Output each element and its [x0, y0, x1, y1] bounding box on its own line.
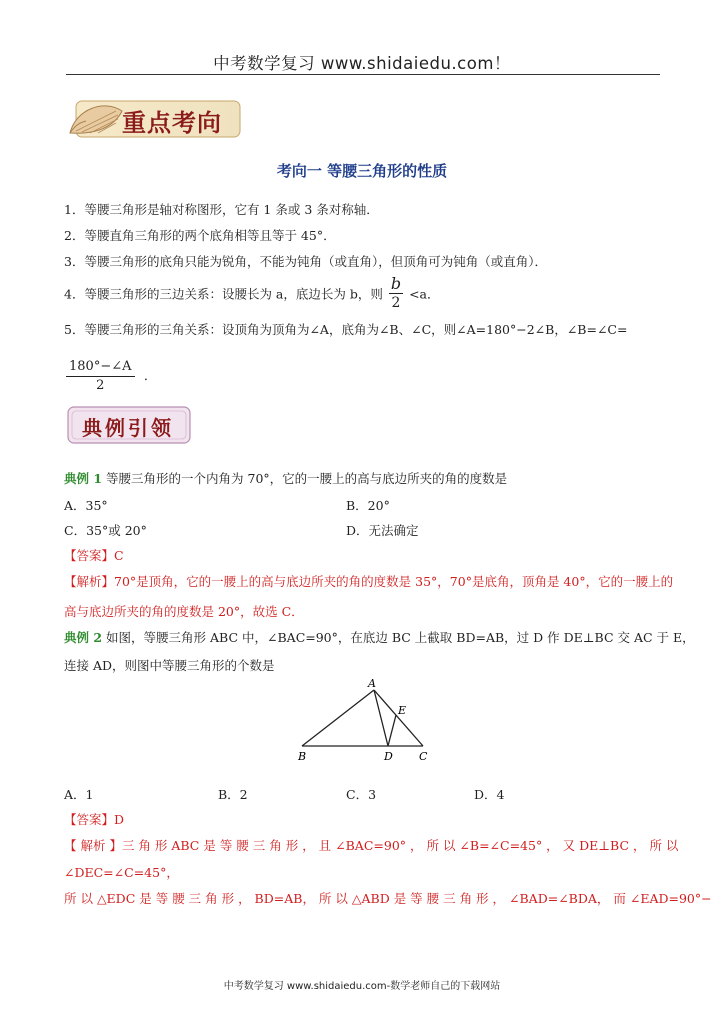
example-2-analysis-line-1: 【 解析 】三 角 形 ABC 是 等 腰 三 角 形 ， 且 ∠BAC=90° ， 所 以 ∠B=∠C=45° ， 又 DE⊥BC ， 所 以 [64, 838, 679, 853]
label-c: C [419, 750, 428, 763]
example-1-option-c: C．35°或 20° [64, 523, 147, 538]
example-1-option-a: A．35° [64, 498, 108, 513]
header-divider [66, 74, 660, 75]
key-direction-banner [66, 97, 242, 141]
point-4-text: 4．等腰三角形的三边关系：设腰长为 a，底边长为 b，则 [64, 286, 383, 302]
example-1-analysis-line-1: 【解析】70°是顶角，它的一腰上的高与底边所夹的角的度数是 35°，70°是底角，顶角是 40°，它的一腰上的 [64, 574, 674, 589]
example-2-question-line-2: 连接 AD，则图中等腰三角形的个数是 [64, 658, 275, 673]
example-1-option-b: B．20° [346, 498, 390, 513]
example-2-option-c: C．3 [346, 787, 377, 802]
example-1-option-d: D．无法确定 [346, 523, 419, 538]
page-footer: 中考数学复习 www.shidaiedu.com-数学老师自己的下载网站 [223, 981, 501, 992]
example-2-analysis-line-2: ∠DEC=∠C=45°， [64, 865, 179, 880]
example-2-option-d: D．4 [474, 787, 505, 802]
example-2-analysis-line-3: 所 以 △EDC 是 等 腰 三 角 形 ， BD=AB， 所 以 △ABD 是 等 腰 三 角 形 ， ∠BAD=∠BDA， 而 ∠EAD=90°− [64, 891, 712, 906]
example-2-option-b: B．2 [218, 787, 248, 802]
point-3: 3．等腰三角形的底角只能为锐角，不能为钝角（或直角），但顶角可为钝角（或直角）． [64, 254, 547, 269]
example-2-tag: 典例 2 [64, 630, 103, 645]
example-2-question [64, 628, 695, 646]
example-2-option-a: A．1 [64, 787, 94, 802]
b-over-2-fraction [389, 275, 403, 312]
fraction-denominator: 2 [96, 378, 105, 393]
fraction-denominator: 2 [391, 295, 401, 311]
label-e: E [398, 704, 407, 717]
point-5-tail: ． [144, 368, 157, 383]
segment-de [388, 715, 396, 746]
point-2: 2．等腰直角三角形的两个底角相等且等于 45°． [64, 228, 336, 243]
fraction-numerator: b [390, 274, 402, 293]
page-header-title: 中考数学复习 www.shidaiedu.com！ [213, 54, 511, 73]
fraction-numerator: 180°−∠A [66, 358, 135, 377]
angle-fraction [66, 358, 135, 395]
example-1-analysis-line-2: 高与底边所夹的角的度数是 20°，故选 C． [64, 604, 304, 619]
label-a: A [368, 677, 376, 690]
example-1-question [64, 469, 507, 487]
point-4 [64, 275, 440, 312]
label-d: D [384, 750, 393, 763]
banner-label: 典例引领 [82, 416, 174, 440]
label-b: B [298, 750, 307, 763]
banner-label: 重点考向 [122, 108, 222, 137]
example-1-answer: 【答案】C [64, 548, 124, 563]
examples-banner [66, 404, 194, 446]
example-1-tag: 典例 1 [64, 471, 103, 486]
point-4-tail: <a． [409, 286, 440, 302]
point-5: 5．等腰三角形的三角关系：设顶角为顶角为∠A，底角为∠B、∠C，则∠A=180°−2∠B，∠B=∠C= [64, 322, 628, 337]
point-1: 1．等腰三角形是轴对称图形，它有 1 条或 3 条对称轴． [64, 202, 379, 217]
segment-ab [302, 690, 374, 746]
example-2-text: 如图，等腰三角形 ABC 中，∠BAC=90°，在底边 BC 上截取 BD=AB，过 D 作 DE⊥BC 交 AC 于 E， [106, 630, 695, 645]
example-1-text: 等腰三角形的一个内角为 70°，它的一腰上的高与底边所夹的角的度数是 [106, 471, 508, 486]
triangle-figure [290, 672, 440, 768]
example-2-answer: 【答案】D [64, 812, 125, 827]
section-title: 考向一 等腰三角形的性质 [276, 162, 448, 180]
